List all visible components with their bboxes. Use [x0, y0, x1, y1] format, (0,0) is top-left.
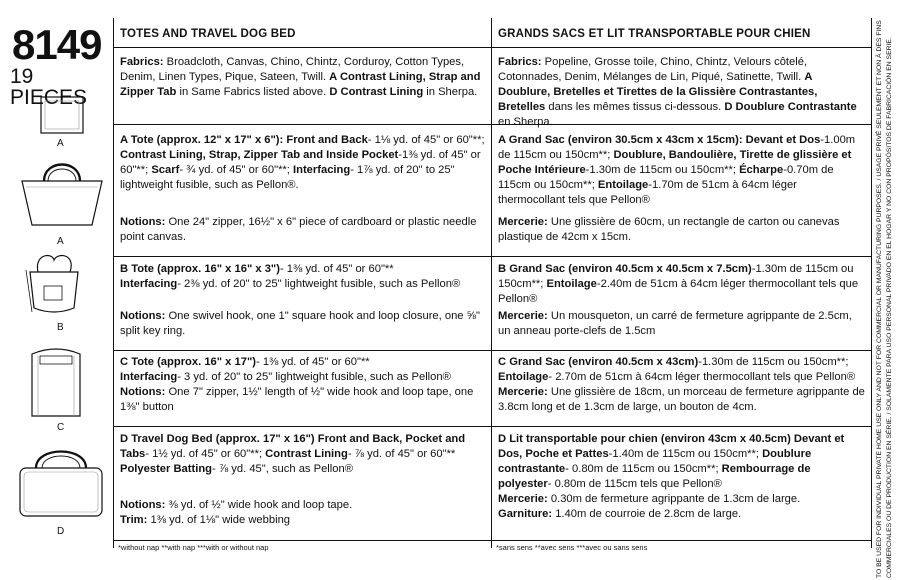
side-notice-panel	[873, 2, 915, 578]
french-view-a: A Grand Sac (environ 30.5cm x 43cm x 15cm): Devant et Dos-1.00m de 115cm ou 150cm**; Doublure, Bandoulière, Tirette de glissière et Poche Intérieure-1.30m de 115cm ou 150cm**; Écharpe-0.70m de 115cm ou 150cm**; Entoilage-1.70m de 51cm à 64cm léger thermocollant tels que Pellon®	[498, 134, 859, 206]
english-view-b-notions: Notions: One swivel hook, one 1" square hook and loop closure, one ⅝" split key ring.	[120, 310, 484, 337]
pattern-panel	[0, 0, 110, 580]
english-title: TOTES AND TRAVEL DOG BED	[120, 28, 296, 40]
english-view-d-notions: Notions: ⅜ yd. of ½" wide hook and loop tape. Trim: 1⅜ yd. of 1⅛" wide webbing	[120, 499, 353, 526]
side-notice: TO BE USED FOR INDIVIDUAL PRIVATE HOME USE ONLY AND NOT FOR COMMERCIAL OR MANUFACTURING PURPOSES. / USAGE PRIVÉ SEULEMENT ET NON À DES FINS COMMERCIALES OU DE PRODUCTION EN SÉRIE. / SOLAMENTE PARA USO PERSONAL PRIVADO EN EL HOGAR Y NO CON PROPÓSITOS DE FABRICACIÓN EN SERIE.	[876, 20, 893, 578]
divider-right	[871, 18, 872, 548]
french-view-c: C Grand Sac (environ 40.5cm x 43cm)-1.30m de 115cm ou 150cm**; Entoilage- 2.70m de 51cm à 64cm léger thermocollant tels que Pellon® Mercerie: Une glissière de 18cm, un morceau de fermeture agrippante de 3.8cm long et de 1.3cm de large, un bouton de 4cm.	[498, 356, 869, 413]
french-fabrics: Fabrics: Popeline, Grosse toile, Chino, Chintz, Velours côtelé, Cotonnades, Denim, Mélanges de Lin, Piqué, Satinette, Twill. A Doublure, Bretelles et Tirettes de la Glissière Contrastantes, Bretelles dans les mêmes tissus ci-dessous. D Doublure Contrastante en Sherpa.	[498, 56, 860, 128]
pattern-number: 8149	[12, 21, 102, 68]
french-column	[494, 0, 870, 556]
divider-left	[113, 18, 114, 548]
french-view-a-notions: Mercerie: Une glissière de 60cm, un rectangle de carton ou canevas plastique de 42cm x 15cm.	[498, 216, 843, 243]
english-view-d: D Travel Dog Bed (approx. 17" x 16") Front and Back, Pocket and Tabs- 1½ yd. of 45" or 60"**; Contrast Lining- ⅞ yd. of 45" or 60"** Polyester Batting- ⅞ yd. 45", such as Pellon®	[120, 433, 469, 475]
english-view-c: C Tote (approx. 16" x 17")- 1⅜ yd. of 45" or 60"** Interfacing- 3 yd. of 20" to 25" lightweight fusible, such as Pellon® Notions: One 7" zipper, 1½" length of ½" wide hook and loop tape, one 1⅜" button	[120, 356, 477, 413]
french-title: GRANDS SACS ET LIT TRANSPORTABLE POUR CHIEN	[498, 28, 811, 40]
english-fabrics: Fabrics: Broadcloth, Canvas, Chino, Chintz, Corduroy, Cotton Types, Denim, Linen Types, Pique, Sateen, Twill. A Contrast Lining, Strap and Zipper Tab in Same Fabrics listed above. D Contrast Lining in Sherpa.	[120, 56, 484, 98]
view-label-a2: A	[57, 236, 64, 247]
view-label-d: D	[57, 526, 65, 537]
view-d-dog-bed-illustration	[16, 444, 106, 520]
french-view-b-notions: Mercerie: Un mousqueton, un carré de fermeture agrippante de 2.5cm, un anneau porte-clefs de 1.5cm	[498, 310, 855, 337]
view-label-b: B	[57, 322, 64, 333]
view-a-scarf-illustration	[40, 96, 84, 134]
divider-middle	[491, 18, 492, 548]
view-label-c: C	[57, 422, 65, 433]
pieces-count: 19 PIECES	[10, 65, 88, 109]
english-view-a-notions: Notions: One 24" zipper, 16½" x 6" piece of cardboard or plastic needle point canvas.	[120, 216, 480, 243]
view-a-tote-illustration	[18, 155, 106, 231]
french-footnote: *sans sens **avec sens ***avec ou sans sens	[496, 543, 648, 552]
english-view-a: A Tote (approx. 12" x 17" x 6"): Front and Back- 1⅛ yd. of 45" or 60"**; Contrast Lining, Strap, Zipper Tab and Inside Pocket-1⅜ yd. of 45" or 60"**; Scarf- ¾ yd. of 45" or 60"**; Interfacing- 1⅞ yd. of 20" to 25" lightweight fusible, such as Pellon®.	[120, 134, 488, 191]
view-label-a1: A	[57, 138, 64, 149]
english-view-b: B Tote (approx. 16" x 16" x 3")- 1⅜ yd. of 45" or 60"** Interfacing- 2⅜ yd. of 20" to 25" lightweight fusible, such as Pellon®	[120, 263, 461, 290]
french-view-d: D Lit transportable pour chien (environ 43cm x 40.5cm) Devant et Dos, Poche et Pattes-1.40m de 115cm ou 150cm**; Doublure contrastante- 0.80m de 115cm ou 150cm**; Rembourrage de polyester- 0.80m de 115cm tels que Pellon® Mercerie: 0.30m de fermeture agrippante de 1.3cm de large. Garniture: 1.40m de courroie de 2.8cm de large.	[498, 433, 848, 520]
view-c-tote-illustration	[28, 346, 84, 418]
english-footnote: *without nap **with nap ***with or without nap	[118, 543, 269, 552]
view-b-tote-illustration	[24, 252, 84, 320]
french-view-b: B Grand Sac (environ 40.5cm x 40.5cm x 7.5cm)-1.30m de 115cm ou 150cm**; Entoilage-2.40m de 51cm à 64cm léger thermocollant tels que Pellon®	[498, 263, 862, 305]
english-column	[116, 0, 490, 556]
